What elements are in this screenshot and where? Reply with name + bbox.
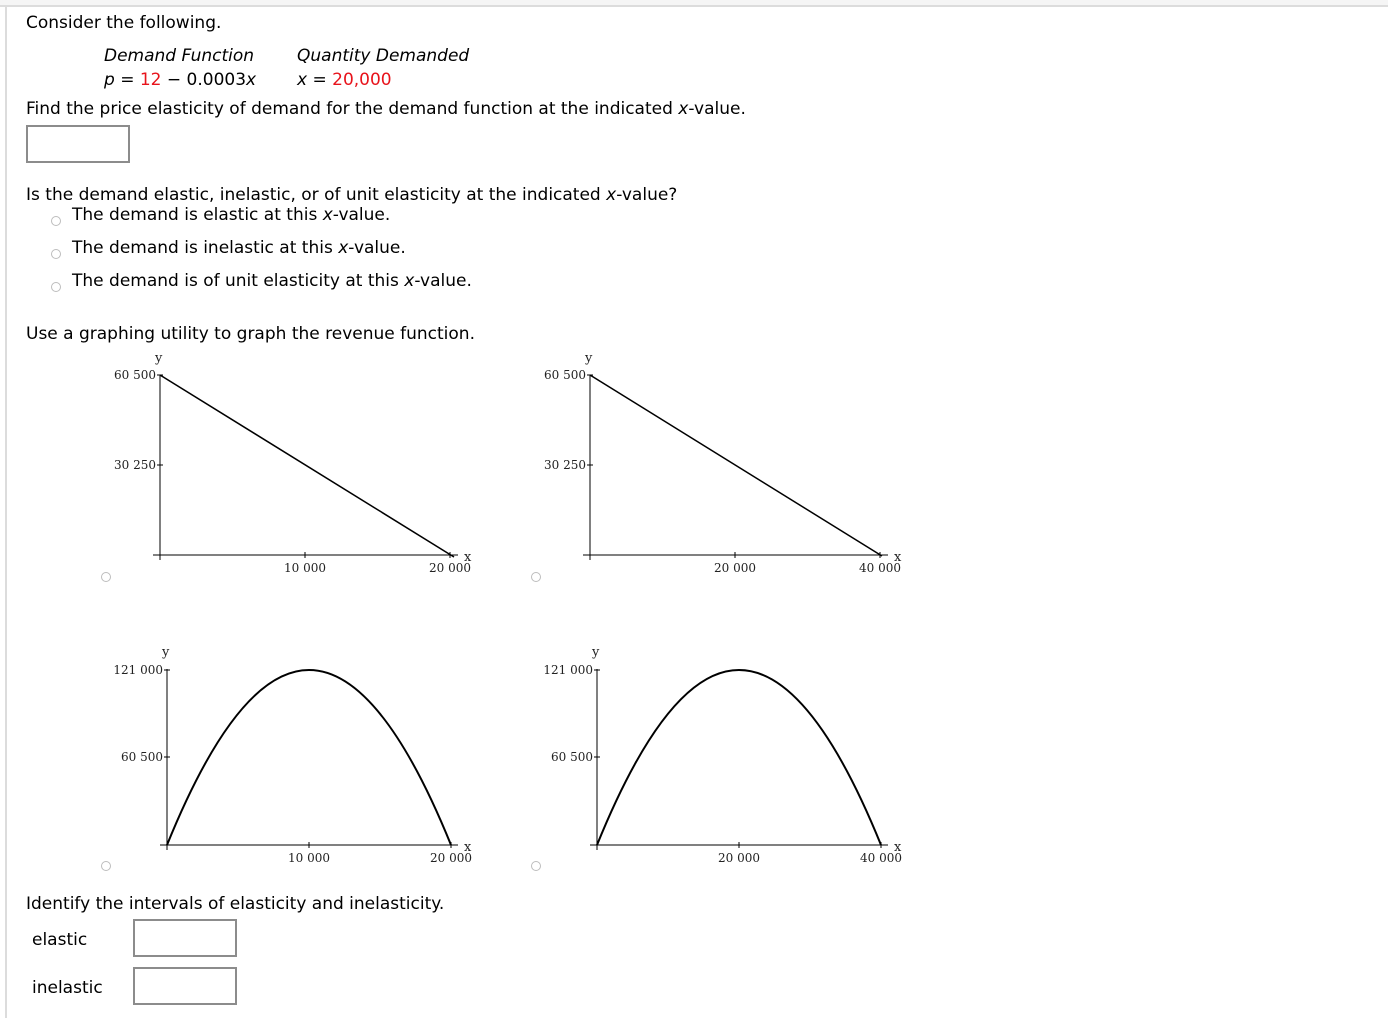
radio-elastic[interactable] bbox=[51, 216, 61, 226]
revenue-curve bbox=[597, 670, 881, 845]
question-elasticity bbox=[26, 99, 746, 119]
y-tick-label: 60 500 bbox=[544, 368, 586, 382]
y-tick-label: 121 000 bbox=[543, 663, 593, 677]
y-axis-label: y bbox=[592, 645, 600, 660]
y-axis-label: y bbox=[155, 351, 163, 366]
x-tick-label: 20 000 bbox=[429, 561, 471, 575]
x-variable: x bbox=[322, 205, 333, 225]
elasticity-answer-input[interactable] bbox=[26, 125, 130, 163]
radio-graph-a[interactable] bbox=[101, 572, 111, 582]
col-header-demand-function: Demand Function bbox=[104, 46, 255, 66]
x-variable: x bbox=[606, 185, 617, 205]
demand-constant: 12 bbox=[139, 70, 162, 90]
quantity-value: 20,000 bbox=[332, 70, 392, 90]
radio-graph-b[interactable] bbox=[531, 572, 541, 582]
x-axis-label: x bbox=[464, 840, 472, 855]
revenue-curve bbox=[160, 375, 454, 557]
demand-slope: − 0.0003 bbox=[161, 70, 247, 90]
x-axis-label: x bbox=[894, 840, 902, 855]
option-text: The demand is elastic at this bbox=[72, 205, 323, 225]
option-text: The demand is of unit elasticity at this bbox=[72, 271, 405, 291]
demand-x-variable: x bbox=[246, 70, 257, 90]
demand-function-equation bbox=[104, 70, 256, 90]
question-graph-revenue: Use a graphing utility to graph the revenue function. bbox=[26, 324, 475, 344]
x-variable: x bbox=[404, 271, 415, 291]
y-tick-label: 121 000 bbox=[113, 663, 163, 677]
quantity-demanded-equation bbox=[297, 70, 392, 90]
y-tick-label: 60 500 bbox=[121, 750, 163, 764]
graph-option-b bbox=[520, 345, 920, 590]
elastic-interval-input[interactable] bbox=[133, 919, 237, 957]
option-suffix: -value. bbox=[332, 205, 391, 225]
question-suffix: -value? bbox=[616, 185, 678, 205]
graph-option-d bbox=[520, 635, 920, 880]
y-tick-label: 60 500 bbox=[551, 750, 593, 764]
option-text: The demand is inelastic at this bbox=[72, 238, 339, 258]
col-header-quantity-demanded: Quantity Demanded bbox=[297, 46, 470, 66]
left-border bbox=[5, 7, 7, 1018]
radio-graph-d[interactable] bbox=[531, 861, 541, 871]
x-variable: x bbox=[678, 99, 689, 119]
x-axis-label: x bbox=[464, 550, 472, 565]
question-intervals: Identify the intervals of elasticity and inelasticity. bbox=[26, 894, 445, 914]
equals: = bbox=[307, 70, 333, 90]
radio-graph-c[interactable] bbox=[101, 861, 111, 871]
option-suffix: -value. bbox=[414, 271, 472, 291]
y-tick-label: 30 250 bbox=[114, 458, 156, 472]
equals: = bbox=[114, 70, 140, 90]
question-suffix: -value. bbox=[688, 99, 746, 119]
price-variable: p bbox=[104, 70, 115, 90]
option-suffix: -value. bbox=[348, 238, 406, 258]
inelastic-label: inelastic bbox=[32, 978, 103, 998]
x-tick-label: 20 000 bbox=[430, 851, 472, 865]
graph-option-a bbox=[90, 345, 490, 590]
x-tick-label: 20 000 bbox=[718, 851, 760, 865]
x-tick-label: 40 000 bbox=[860, 851, 902, 865]
graph-option-c bbox=[90, 635, 490, 880]
x-tick-label: 40 000 bbox=[859, 561, 901, 575]
option-elastic-label[interactable] bbox=[72, 205, 390, 225]
qty-x-variable: x bbox=[297, 70, 308, 90]
question-demand-type bbox=[26, 185, 677, 205]
question-text: Is the demand elastic, inelastic, or of unit elasticity at the indicated bbox=[26, 185, 607, 205]
y-tick-label: 60 500 bbox=[114, 368, 156, 382]
top-border bbox=[0, 0, 1388, 7]
x-tick-label: 10 000 bbox=[284, 561, 326, 575]
intro-text: Consider the following. bbox=[26, 13, 222, 33]
y-tick-label: 30 250 bbox=[544, 458, 586, 472]
radio-inelastic[interactable] bbox=[51, 249, 61, 259]
option-inelastic-label[interactable] bbox=[72, 238, 406, 258]
revenue-curve bbox=[167, 670, 451, 845]
elastic-label: elastic bbox=[32, 930, 88, 950]
option-unit-elasticity-label[interactable] bbox=[72, 271, 472, 291]
y-axis-label: y bbox=[585, 351, 593, 366]
inelastic-interval-input[interactable] bbox=[133, 967, 237, 1005]
x-tick-label: 20 000 bbox=[714, 561, 756, 575]
x-variable: x bbox=[338, 238, 349, 258]
revenue-curve bbox=[590, 375, 882, 556]
question-text: Find the price elasticity of demand for the demand function at the indicated bbox=[26, 99, 679, 119]
radio-unit-elasticity[interactable] bbox=[51, 282, 61, 292]
x-axis-label: x bbox=[894, 550, 902, 565]
y-axis-label: y bbox=[162, 645, 170, 660]
x-tick-label: 10 000 bbox=[288, 851, 330, 865]
